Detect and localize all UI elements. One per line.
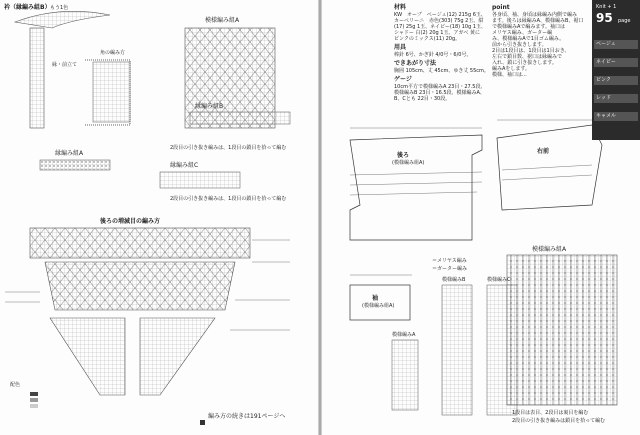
gauge-title: ゲージ — [394, 76, 412, 83]
border-a-title: 縁編み組A — [55, 150, 84, 157]
back-shape — [350, 135, 482, 240]
collar-note: もう1色 — [50, 5, 69, 11]
back-sub: (模様編み組A) — [392, 160, 425, 166]
tab-item-5: キャメル — [596, 113, 617, 119]
footer-note: 編み方の続きは191ページへ — [208, 413, 286, 420]
materials-title: 材料 — [394, 4, 407, 11]
border-c-chart — [160, 172, 240, 188]
materials-line-2: カーペリーニ 赤色(303) 75g 2玉、紺 — [394, 18, 484, 24]
point-line-2: ます。後ろは縁編みA、模様編みB、裾口 — [492, 18, 584, 24]
border-c-title: 縁編み組C — [170, 162, 199, 169]
pattern-c-label: 模様編みC — [487, 277, 511, 283]
gauge-line-1: 10cm平方で模様編みA 23目・27.5段、 — [394, 84, 486, 90]
gauge-note-2: 2段目の引き抜き編みは、1段目の鎖目を拾って編む — [170, 196, 287, 202]
pattern-b-label: 模様編みB — [442, 277, 466, 283]
gauge-note-1: 2段目の引き抜き編みは、1段目の鎖目を拾って編む — [170, 145, 287, 151]
front-band — [30, 28, 44, 128]
point-line-5: み、模様編みAで1目ゴム編み。 — [492, 36, 565, 42]
legend-stockinette: ＝メリヤス編み — [432, 258, 467, 264]
left-page — [0, 0, 318, 435]
border-b-title: 縁編み組B — [195, 103, 224, 110]
materials-line-5: ピンクのミックス(11) 20g。 — [394, 36, 461, 42]
tools-title: 用具 — [394, 44, 407, 51]
page-number: 95 — [596, 11, 613, 25]
size-title: できあがり寸法 — [394, 60, 437, 67]
point-title: point — [492, 4, 510, 11]
pattern-b-chart — [442, 285, 472, 415]
corner-label: 角の編み方 — [100, 50, 126, 56]
series-label: Knit + 1 — [596, 4, 617, 10]
back-label: 後ろ — [397, 152, 410, 159]
pick-up-label: 縁・前立て — [52, 62, 78, 68]
point-line-1: 各身頃、袖、身頃は縁編み内側で編み — [492, 12, 578, 18]
sleeve-sub: (模様編み組A) — [362, 303, 395, 309]
point-line-11: 模様、袖口は... — [492, 72, 527, 78]
bottom-note-2: 2段目の引き抜き編みは鎖目を拾って編む — [512, 418, 606, 424]
point-line-7: 2目は1段目は、1段目は1目おき、 — [492, 48, 570, 54]
pattern-large-title: 模様編み組A — [532, 246, 567, 253]
gauge-line-3: B、Cとも 22目・30段。 — [394, 96, 451, 102]
point-line-9: 入れ、鎖に引き抜きします。 — [492, 60, 557, 66]
materials-line-3: (17) 25g 1玉、ネイビー(18) 10g 1玉、 — [394, 24, 487, 30]
tab-item-1: ベージュ — [596, 41, 616, 47]
color-key-title: 配色 — [10, 382, 21, 388]
pattern-a-small — [392, 340, 418, 410]
materials-line-1: KW オーブ ベージュ(12) 215g 6玉、 — [394, 12, 486, 18]
page-label: page — [618, 18, 631, 24]
gauge-line-2: 模様編みB 23目・16.5段、模様編みA、 — [394, 90, 485, 96]
size-text: 胸囲 105cm、丈 45cm、ゆき丈 55cm。 — [394, 68, 489, 74]
tab-item-4: レッド — [596, 95, 611, 101]
tools-text: 棒針 6号、かぎ針 4/0号・6/0号。 — [394, 52, 472, 58]
point-line-8: 左右で鎖目数、裾口は縁編みで — [492, 54, 563, 60]
bottom-note-1: 1段目は表目、2段目は裏目を編む — [512, 410, 589, 416]
point-line-6: 前から引き抜きします。 — [492, 42, 547, 48]
sleeve-label: 袖 — [372, 295, 379, 302]
point-line-3: で模様編みAで編みます。袖口は — [492, 24, 566, 30]
tab-item-3: ピンク — [596, 77, 611, 83]
materials-line-4: シャドー 白(2) 20g 1玉、アガベ 黄に — [394, 30, 481, 36]
right-front-label: 右前 — [537, 148, 550, 155]
point-line-10: 編みAをします。 — [492, 66, 531, 72]
pattern-a-title: 模様編み組A — [205, 17, 240, 24]
page-tab — [592, 0, 640, 140]
back-method-title: 後ろの増減目の編み方 — [100, 218, 161, 225]
pattern-a-label: 模様編みA — [392, 332, 416, 338]
legend-garter: ＝ガーター編み — [432, 266, 468, 272]
tab-item-2: ネイビー — [596, 59, 616, 65]
collar-title: 衿（縁編み組B） — [4, 4, 51, 11]
point-line-4: メリヤス編み、ガーター編 — [492, 30, 553, 36]
